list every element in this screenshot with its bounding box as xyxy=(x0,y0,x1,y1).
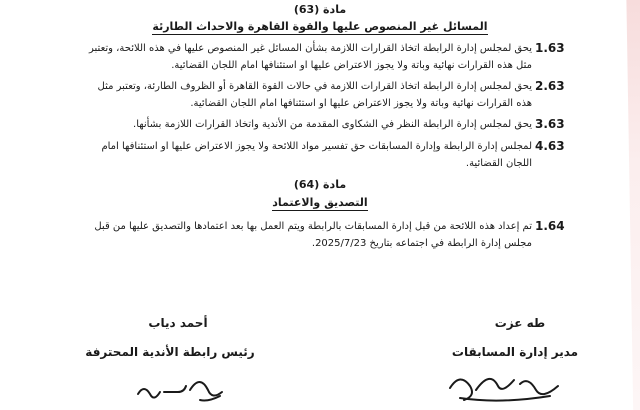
clause-text-4-63: لمجلس إدارة الرابطة وإدارة المسابقات حق تفسير مواد اللائحة ولا يجوز الاعتراض عليها او استئنافها امام اللجان القضائية. xyxy=(101,141,532,169)
signatory-right-name: طه عزت xyxy=(494,316,546,330)
article-64-title: مادة (64) xyxy=(293,178,347,191)
signatory-left-name: أحمد دياب xyxy=(148,316,208,330)
right-handwritten-signature xyxy=(440,366,570,406)
signatory-left-title: رئيس رابطة الأندية المحترفة xyxy=(85,345,255,359)
article-63-heading: المسائل غير المنصوص عليها والقوة القاهرة والاحداث الطارئة xyxy=(152,20,488,33)
clause-text-1-64: تم إعداد هذه اللائحة من قبل إدارة المسابقات بالرابطة ويتم العمل بها بعد اعتمادها والتصديق عليها من قبل مجلس إدارة الرابطة في اجتماعه بتاريخ 2025/7/23. xyxy=(94,221,532,249)
article-63-title: مادة (63) xyxy=(293,3,347,16)
left-handwritten-signature xyxy=(130,370,240,406)
clause-number-3-63: 3.63 xyxy=(535,117,565,131)
signatory-right-title: مدير إدارة المسابقات xyxy=(451,345,579,359)
clause-number-4-63: 4.63 xyxy=(535,139,565,153)
article-64-heading: التصديق والاعتماد xyxy=(272,196,368,209)
clause-text-3-63: يحق لمجلس إدارة الرابطة النظر في الشكاوى المقدمة من الأندية واتخاذ القرارات اللازمة بشأنها. xyxy=(133,119,532,130)
clause-number-2-63: 2.63 xyxy=(535,79,565,93)
clause-text-2-63: يحق لمجلس إدارة الرابطة اتخاذ القرارات اللازمة في حالات القوة القاهرة أو الظروف الطارئة، وتعتبر مثل هذه القرارات نهائية وباتة ولا يجوز الاعتراض عليها او استئنافها امام اللجان القضائية. xyxy=(97,81,532,109)
clause-text-1-63: يحق لمجلس إدارة الرابطة اتخاذ القرارات اللازمة بشأن المسائل غير المنصوص عليها في هذه اللائحة، وتعتبر مثل هذه القرارات نهائية وباتة ولا يجوز الاعتراض عليها او استئنافها امام اللجان القضائية. xyxy=(89,43,532,71)
clause-number-1-63: 1.63 xyxy=(535,41,565,55)
clause-number-1-64: 1.64 xyxy=(535,219,565,233)
